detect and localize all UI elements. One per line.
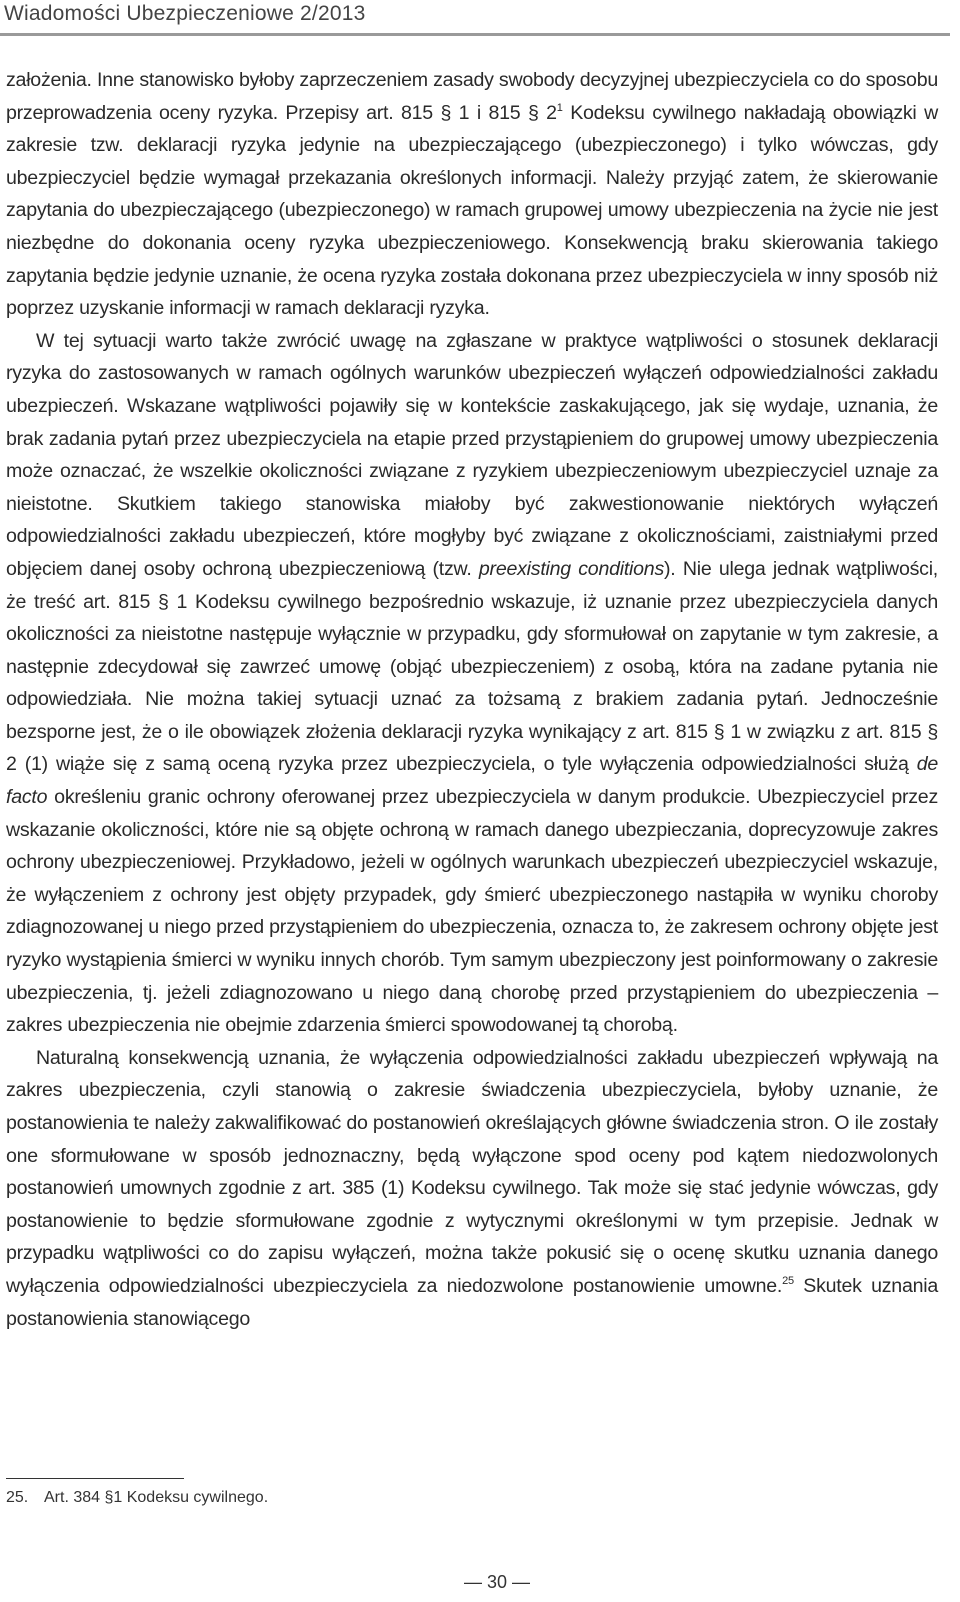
paragraph-3 bbox=[6, 1042, 938, 1335]
main-text bbox=[6, 64, 938, 1335]
paragraph-2-text-b: ). Nie ulega jednak wątpliwości, że treść art. 815 § 1 Kodeksu cywilnego bezpośrednio wskazuje, iż uznanie przez ubezpieczyciela danych okoliczności za nieistotne następuje wyłącznie w przypadku, gdy sformułował on zapytanie w tym zakresie, a następnie zdecydował się zawrzeć umowę (objąć ubezpieczeniem) z osobą, która na zadane pytania nie odpowiedziała. Nie można takiej sytuacji uznać za tożsamą z brakiem zadania pytań. Jednocześnie bezsporne jest, że o ile obowiązek złożenia deklaracji ryzyka wynikający z art. 815 § 1 w związku z art. 815 § 2 (1) wiąże się z samą oceną ryzyka przez ubezpieczyciela, o tyle wyłączenia odpowiedzialności służą bbox=[6, 557, 938, 776]
paragraph-2-text-c: określeniu granic ochrony oferowanej przez ubezpieczyciela w danym produkcie. Ubezpieczyciel przez wskazanie okoliczności, które nie są objęte ochroną w ramach danego ubezpieczania, doprecyzowuje zakres ochrony ubezpieczeniowej. Przykładowo, jeżeli w ogólnych warunkach ubezpieczeń ubezpieczyciel wskazuje, że wyłączeniem z ochrony jest objęty przypadek, gdy śmierć ubezpieczonego nastąpiła w wyniku choroby zdiagnozowanej u niego przed przystąpieniem do ubezpieczenia, oznacza to, że zakresem ochrony objęte jest ryzyko wystąpienia śmierci w wyniku innych chorób. Tym samym ubezpieczony jest poinformowany o zakresie ubezpieczenia, tj. jeżeli zdiagnozowano u niego daną chorobę przed przystąpieniem do ubezpieczenia – zakres ubezpieczenia nie obejmie zdarzenia śmierci spowodowanej tą chorobą. bbox=[6, 786, 938, 1037]
paragraph-1-superscript: 1 bbox=[556, 101, 563, 114]
footnote bbox=[6, 1489, 268, 1507]
footnote-reference[interactable]: 25 bbox=[782, 1274, 794, 1287]
header-rule bbox=[0, 33, 950, 36]
footnote-text: Art. 384 §1 Kodeksu cywilnego. bbox=[44, 1489, 269, 1506]
paragraph-1 bbox=[6, 64, 938, 325]
footnote-separator bbox=[6, 1478, 184, 1479]
paragraph-1-text-a: założenia. Inne stanowisko byłoby zaprzeczeniem zasady swobody decyzyjnej ubezpieczyciela co do sposobu przeprowadzenia oceny ryzyka. Przepisy art. 815 § 1 i 815 § 2 bbox=[6, 69, 938, 124]
paragraph-3-text-b: Skutek uznania postanowienia stanowiącego bbox=[6, 1274, 938, 1330]
page-header bbox=[0, 0, 960, 38]
paragraph-2-italic-term-1: preexisting conditions bbox=[478, 557, 664, 580]
paragraph-3-text-a: Naturalną konsekwencją uznania, że wyłączenia odpowiedzialności zakładu ubezpieczeń wpływają na zakres ubezpieczenia, czyli stanowią o zakresie świadczenia ubezpieczyciela, byłoby uznanie, że postanowienia te należy zakwalifikować do postanowień określających główne świadczenia stron. O ile zostały one sformułowane w sposób jednoznaczny, będą wyłączone spod oceny pod kątem niedozwolonych postanowień umownych zgodnie z art. 385 (1) Kodeksu cywilnego. Tak może się stać jedynie wówczas, gdy postanowienie to będzie sformułowane zgodnie z wytycznymi określonymi w tym przepisie. Jednak w przypadku wątpliwości co do zapisu wyłączeń, można także pokusić się o ocenę skutku uznania danego wyłączenia odpowiedzialności ubezpieczyciela za niedozwolone postanowienie umowne. bbox=[6, 1046, 938, 1297]
journal-title: Wiadomości Ubezpieczeniowe 2/2013 bbox=[4, 2, 366, 25]
footnote-number: 25. bbox=[6, 1489, 29, 1506]
paragraph-2-text-a: W tej sytuacji warto także zwrócić uwagę na zgłaszane w praktyce wątpliwości o stosunek deklaracji ryzyka do zastosowanych w ramach ogólnych warunków ubezpieczeń wyłączeń odpowiedzialności zakładu ubezpieczeń. Wskazane wątpliwości pojawiły się w kontekście zaskakującego, jak się wydaje, uznania, że brak zadania pytań przez ubezpieczyciela na etapie przed przystąpieniem do grupowej umowy ubezpieczenia może oznaczać, że wszelkie okoliczności związane z ryzykiem ubezpieczeniowym ubezpieczyciel uznaje za nieistotne. Skutkiem takiego stanowiska miałoby być zakwestionowanie niektórych wyłączeń odpowiedzialności zakładu ubezpieczeń, które mogłyby być związane z okolicznościami, zaistniałymi przed objęciem danej osoby ochroną ubezpieczeniową (tzw. bbox=[6, 329, 938, 580]
paragraph-2-italic-term-2: de facto bbox=[6, 753, 938, 809]
paragraph-2 bbox=[6, 325, 938, 1042]
paragraph-1-text-b: Kodeksu cywilnego nakładają obowiązki w zakresie tzw. deklaracji ryzyka jedynie na ubezpieczającego (ubezpieczonego) i tylko wówczas, gdy ubezpieczyciel będzie wymagał przekazania określonych informacji. Należy przyjąć zatem, że skierowanie zapytania do ubezpieczającego (ubezpieczonego) w ramach grupowej umowy ubezpieczenia na życie nie jest niezbędne do dokonania oceny ryzyka ubezpieczeniowego. Konsekwencją braku skierowania takiego zapytania będzie jedynie uznanie, że ocena ryzyka została dokonana przez ubezpieczyciela w inny sposób niż poprzez uzyskanie informacji w ramach deklaracji ryzyka. bbox=[6, 101, 938, 320]
page-number: — 30 — bbox=[463, 1572, 531, 1592]
